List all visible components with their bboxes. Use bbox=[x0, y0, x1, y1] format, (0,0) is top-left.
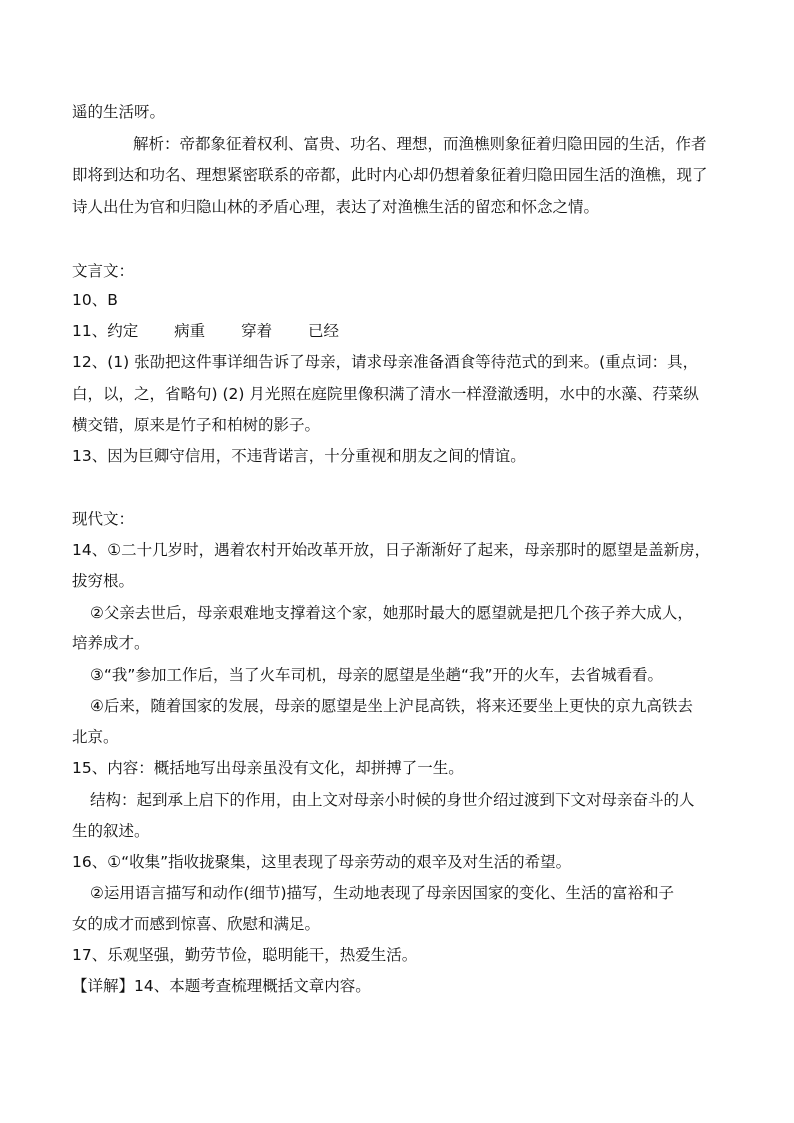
text-line: 诗人出仕为官和归隐山林的矛盾心理，表达了对渔樵生活的留恋和怀念之情。 bbox=[72, 198, 600, 216]
answer-line: ③“我”参加工作后，当了火车司机，母亲的愿望是坐趟“我”开的火车，去省城看看。 bbox=[90, 666, 664, 684]
answer-line: 拔穷根。 bbox=[72, 572, 135, 590]
section-heading: 现代文： bbox=[72, 510, 135, 528]
text-line: 即将到达和功名、理想紧密联系的帝都，此时内心却仍想着象征着归隐田园生活的渔樵，现了 bbox=[72, 166, 708, 184]
answer-line: ②父亲去世后，母亲艰难地支撑着这个家，她那时最大的愿望就是把几个孩子养大成人， bbox=[90, 604, 693, 622]
answer-line: 12、(1) 张劭把这件事详细告诉了母亲，请求母亲准备酒食等待范式的到来。(重点词：具， bbox=[72, 353, 699, 371]
answer-line: 生的叙述。 bbox=[72, 822, 150, 840]
answer-line: 13、因为巨卿守信用，不违背诺言，十分重视和朋友之间的情谊。 bbox=[72, 447, 526, 465]
detail-line: 【详解】14、本题考查梳理概括文章内容。 bbox=[72, 977, 371, 995]
answer-line: 横交错，原来是竹子和柏树的影子。 bbox=[72, 416, 321, 434]
answer-line: 北京。 bbox=[72, 728, 119, 746]
answer-line: 14、①二十几岁时，遇着农村开始改革开放，日子渐渐好了起来，母亲那时的愿望是盖新房， bbox=[72, 541, 711, 559]
text-line: 遥的生活呀。 bbox=[72, 103, 166, 121]
answer-line: 15、内容：概括地写出母亲虽没有文化，却拼搏了一生。 bbox=[72, 759, 464, 777]
answer-line: 17、乐观坚强，勤劳节俭，聪明能干，热爱生活。 bbox=[72, 946, 418, 964]
answer-line: 培养成才。 bbox=[72, 634, 150, 652]
answer-line: 女的成才而感到惊喜、欣慰和满足。 bbox=[72, 915, 321, 933]
answer-line: ④后来，随着国家的发展，母亲的愿望是坐上沪昆高铁，将来还要坐上更快的京九高铁去 bbox=[90, 697, 693, 715]
text-line: 解析：帝都象征着权利、富贵、功名、理想，而渔樵则象征着归隐田园的生活，作者 bbox=[133, 135, 707, 153]
section-heading: 文言文： bbox=[72, 262, 135, 280]
answer-line: 11、约定 病重 穿着 已经 bbox=[72, 322, 340, 340]
answer-line: 白，以，之，省略句) (2) 月光照在庭院里像积满了清水一样澄澈透明，水中的水藻、荇菜纵 bbox=[72, 385, 699, 403]
answer-line: ②运用语言描写和动作(细节)描写，生动地表现了母亲因国家的变化、生活的富裕和子 bbox=[90, 884, 674, 902]
answer-line: 10、B bbox=[72, 291, 118, 309]
answer-line: 结构：起到承上启下的作用，由上文对母亲小时候的身世介绍过渡到下文对母亲奋斗的人 bbox=[90, 791, 695, 809]
answer-line: 16、①“收集”指收拢聚集，这里表现了母亲劳动的艰辛及对生活的希望。 bbox=[72, 853, 572, 871]
